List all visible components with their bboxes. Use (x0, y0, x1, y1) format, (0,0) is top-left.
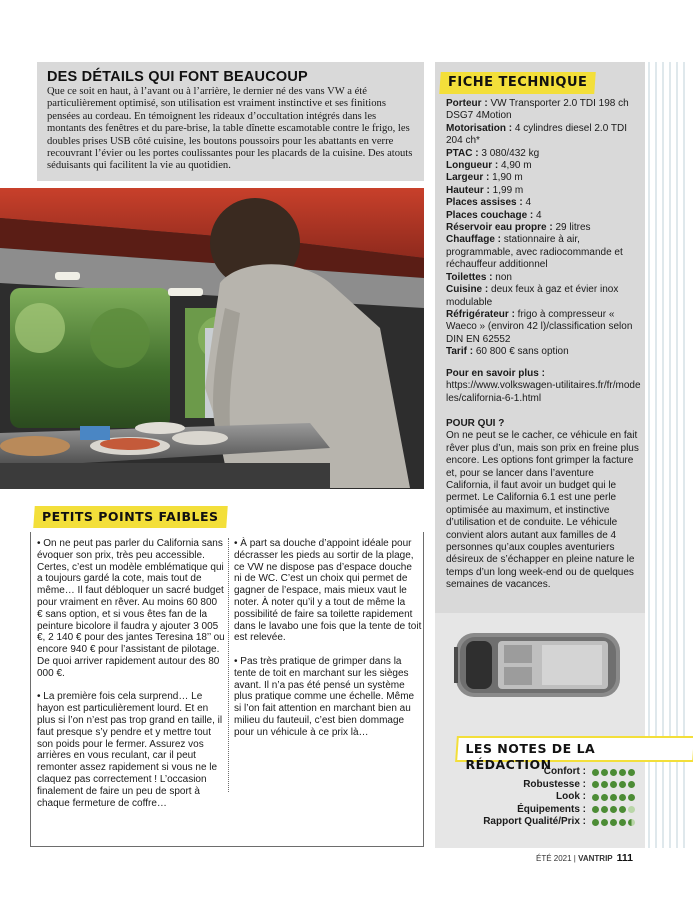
pour-qui-body: On ne peut se le cacher, ce véhicule en fait rêver plus d’un, mais son prix en freine plus encore. Les options font grimper la facture et, pour se lancer dans l’aventure California, il faut avoir un budget qui le permet. Le California 6.1 est une perle optimisée au maximum, et instinctive d’utilisation et de conduite. Le véhicule convient alors autant aux familles de 4 personnes qu’aux couples aventuriers désireux de s’échapper en pleine nature le temps d’un long week-end ou de quelques semaines de vacances. (446, 430, 639, 591)
spec-row: Cuisine : deux feux à gaz et évier inox modulable (446, 284, 619, 308)
spec-row: Réservoir eau propre : 29 litres (446, 222, 591, 234)
intro-box (37, 62, 424, 181)
note-row (440, 766, 640, 779)
note-row (440, 791, 640, 804)
footer-brand: VANTRIP (578, 854, 613, 863)
intro-title: DES DÉTAILS QUI FONT BEAUCOUP (47, 69, 308, 85)
rating-dot (592, 819, 599, 826)
rating-dot (601, 794, 608, 801)
rating-dot (619, 794, 626, 801)
spec-row: Réfrigérateur : frigo à compresseur « Waeco » (environ 42 l)/classification selon DIN EN 62552 (446, 308, 633, 345)
notes-title: LES NOTES DE LA RÉDACTION (465, 741, 596, 772)
column-divider (228, 538, 229, 792)
spec-row: Motorisation : 4 cylindres diesel 2.0 TDI 204 ch* (446, 122, 627, 147)
note-label: Rapport Qualité/Prix : (483, 816, 586, 827)
spec-row: Porteur : VW Transporter 2.0 TDI 198 ch DSG7 4Motion (446, 98, 629, 122)
pour-qui (446, 418, 641, 592)
rating-dot (628, 769, 635, 776)
footer-season: ÉTÉ 2021 | (536, 854, 579, 863)
note-label: Confort : (543, 766, 586, 777)
rating-dots (592, 806, 640, 813)
spec-row: Hauteur : 1,99 m (446, 184, 524, 196)
rating-dot (610, 794, 617, 801)
rating-dots (592, 819, 640, 826)
spec-row: Longueur : 4,90 m (446, 160, 532, 172)
spec-row: Toilettes : non (446, 271, 512, 283)
kitchen-photo-illustration (0, 188, 424, 489)
rating-dot (628, 819, 635, 826)
spec-row: Tarif : 60 800 € sans option (446, 346, 569, 358)
rating-dot (610, 819, 617, 826)
rating-dot (601, 806, 608, 813)
rating-dot (601, 819, 608, 826)
note-label: Équipements : (517, 803, 586, 815)
more-info (446, 368, 641, 405)
note-row (440, 804, 640, 817)
rating-dot (628, 781, 635, 788)
more-info-link[interactable]: https://www.volkswagen-utilitaires.fr/fr/modeles/california-6-1.html (446, 380, 641, 404)
rating-dot (628, 806, 635, 813)
faibles-paragraph: • On ne peut pas parler du California sans évoquer son prix, très peu accessible. Certes, c’est un modèle emblématique qui a toujours gardé la cote, mais tout de même… Il faut débloquer un sacré budget pour vraiment en rêver. Au moins 60 800 € sans option, et si vous êtes fan de la peinture bicolore il faudra y ajouter 3 005 €, 2 140 € pour des jantes Teresina 18’’ ou encore 940 € pour l’assistant de pilotage. De quoi arriver rapidement autour des 80 000 €. (37, 538, 225, 679)
rating-dot (601, 781, 608, 788)
van-top-view-image (452, 627, 624, 703)
fiche-technique-tag (439, 72, 596, 94)
spec-row: Places assises : 4 (446, 197, 532, 209)
note-label: Look : (556, 791, 586, 802)
rating-dots (592, 769, 640, 776)
faibles-title: PETITS POINTS FAIBLES (42, 509, 219, 524)
page-number: 111 (616, 852, 634, 864)
faibles-paragraph: • À part sa douche d’appoint idéale pour décrasser les pieds au sortir de la plage, ce VW ne dispose pas d’espace douche ni de WC. C’est un choix qui permet de gagner de l’espace, mais mieux vaut le noter. À noter qu’il y a tout de même la possibilité de faire sa toilette rapidement dans le lavabo une fois que la tente de toit est relevée. (234, 538, 422, 644)
pour-qui-label: POUR QUI ? (446, 418, 505, 429)
spec-row: Chauffage : stationnaire à air, programmable, avec radiocommande et réchauffeur additionnel (446, 234, 623, 271)
note-row (440, 816, 640, 829)
rating-dot (619, 769, 626, 776)
more-info-label: Pour en savoir plus : (446, 368, 545, 379)
spec-list (446, 98, 641, 359)
faibles-paragraph: • Pas très pratique de grimper dans la tente de toit en marchant sur les sièges avant. Il n’a pas été pensé un système plus pratique comme une échelle. Même si l’on fait attention en marchant bien au milieu du fauteuil, c’est bien dommage pour un véhicule à ce prix là… (234, 655, 415, 738)
rating-dot (628, 794, 635, 801)
faibles-right-column (234, 538, 422, 750)
fiche-technique-title: FICHE TECHNIQUE (448, 75, 588, 90)
faibles-paragraph: • La première fois cela surprend… Le hayon est particulièrement lourd. Et en plus si l’on n’est pas trop grand en taille, il faut presque s’y pendre et y mettre tout son poids pour le fermer. Assurez vos arrières en vous reculant, car il peut remonter assez rapidement si vous ne le claquez pas correctement ! L’occasion finalement de faire un peu de sport à chaque fermeture de coffre… (37, 691, 223, 809)
rating-dots (592, 794, 640, 801)
note-label: Robustesse : (523, 778, 586, 790)
spec-row: Largeur : 1,90 m (446, 172, 523, 184)
rating-dot (619, 819, 626, 826)
faibles-left-column (37, 538, 225, 821)
rating-dot (619, 781, 626, 788)
notes-list (440, 766, 640, 829)
interior-photo (0, 188, 424, 489)
decorative-stripes (648, 62, 688, 848)
rating-dot (592, 781, 599, 788)
intro-body: Que ce soit en haut, à l’avant ou à l’arrière, le dernier né des vans VW a été particulièrement optimisé, son utilisation est vraiment instinctive et ses finitions pensées au cordeau. En témoignent les rideaux d’occultation intégrés dans les montants des fenêtres et du pare-brise, la table dînette escamotable contre le frigo, les doubles prises USB côté cuisine, les boutons poussoirs pour les abattants en verre recouvrant l’évier ou les portes coulissantes pour les placards de la cuisine. Des atouts séduisants qui facilitent la vie au quotidien. (47, 86, 413, 172)
rating-dot (610, 769, 617, 776)
rating-dot (592, 794, 599, 801)
rating-dot (592, 769, 599, 776)
rating-dot (592, 806, 599, 813)
rating-dot (610, 806, 617, 813)
spec-row: Places couchage : 4 (446, 209, 542, 221)
rating-dot (610, 781, 617, 788)
spec-row: PTAC : 3 080/432 kg (446, 147, 540, 159)
faibles-tag (33, 506, 227, 528)
rating-dots (592, 781, 640, 788)
page-footer (536, 852, 633, 864)
note-row (440, 779, 640, 792)
rating-dot (619, 806, 626, 813)
rating-dot (601, 769, 608, 776)
